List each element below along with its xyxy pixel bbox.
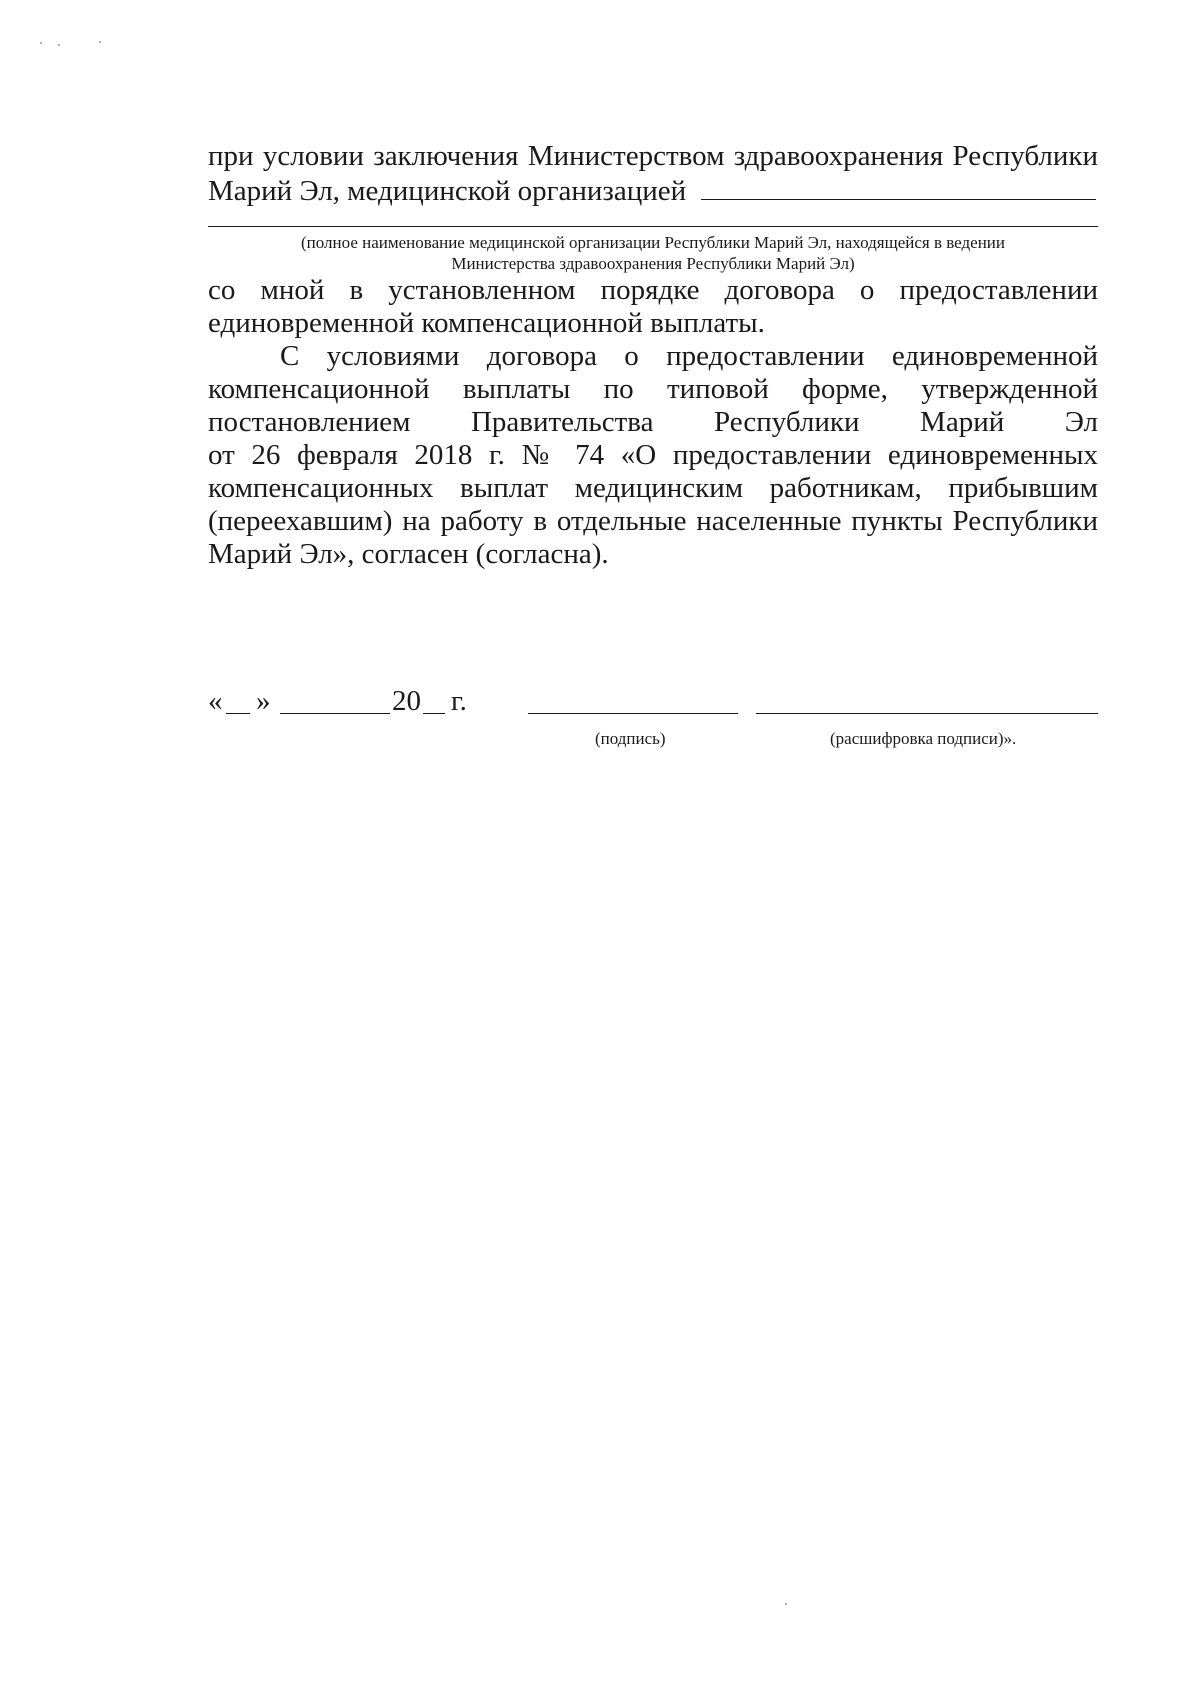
year-blank[interactable] <box>423 713 445 714</box>
paragraph-2-line: (переехавшим) на работу в отдельные населенные пункты Республики <box>208 505 1098 537</box>
paragraph-2-line: постановлением Правительства Республики Марий Эл <box>208 406 1098 438</box>
scan-speck <box>58 44 60 46</box>
organization-label: Марий Эл, медицинской организацией <box>208 175 687 207</box>
organization-caption-line-2: Министерства здравоохранения Республики Марий Эл) <box>451 254 855 273</box>
signature-date-row <box>208 685 1098 718</box>
organization-name-blank-line-2[interactable] <box>208 226 1098 227</box>
paragraph-2-line: Марий Эл», согласен (согласна). <box>208 538 609 570</box>
scan-speck <box>40 42 42 44</box>
year-prefix: 20 <box>392 685 421 717</box>
document-body <box>208 140 1098 571</box>
signature-decoding-caption: (расшифровка подписи)». <box>830 729 1017 748</box>
paragraph-2-line: от 26 февраля 2018 г. № 74 «О предоставлении единовременных <box>208 439 1098 471</box>
signature-caption: (подпись) <box>595 729 666 748</box>
signature-blank[interactable] <box>528 713 738 714</box>
day-close-quote: » <box>256 685 271 717</box>
year-suffix: г. <box>451 685 467 717</box>
paragraph-1-cont-line-1: со мной в установленном порядке договора о предоставлении <box>208 274 1098 306</box>
day-open-quote: « <box>208 685 223 717</box>
day-blank[interactable] <box>226 713 250 714</box>
paragraph-1-line-1: при условии заключения Министерством здравоохранения Республики <box>208 140 1098 172</box>
paragraph-2-line: С условиями договора о предоставлении единовременной <box>280 340 1098 372</box>
signature-decoding-blank[interactable] <box>756 713 1098 714</box>
paragraph-2-line: компенсационных выплат медицинским работникам, прибывшим <box>208 472 1098 504</box>
scan-speck <box>99 41 101 43</box>
scan-speck <box>785 1603 787 1605</box>
paragraph-1-line-2 <box>208 173 1098 206</box>
month-blank[interactable] <box>280 713 390 714</box>
organization-name-blank[interactable] <box>701 173 1096 200</box>
organization-caption <box>208 232 1098 274</box>
paragraph-2-line: компенсационной выплаты по типовой форме, утвержденной <box>208 373 1098 405</box>
paragraph-1-cont-line-2: единовременной компенсационной выплаты. <box>208 307 765 339</box>
paragraph-2 <box>208 340 1098 571</box>
organization-caption-line-1: (полное наименование медицинской организации Республики Марий Эл, находящейся в ведении <box>301 233 1005 252</box>
